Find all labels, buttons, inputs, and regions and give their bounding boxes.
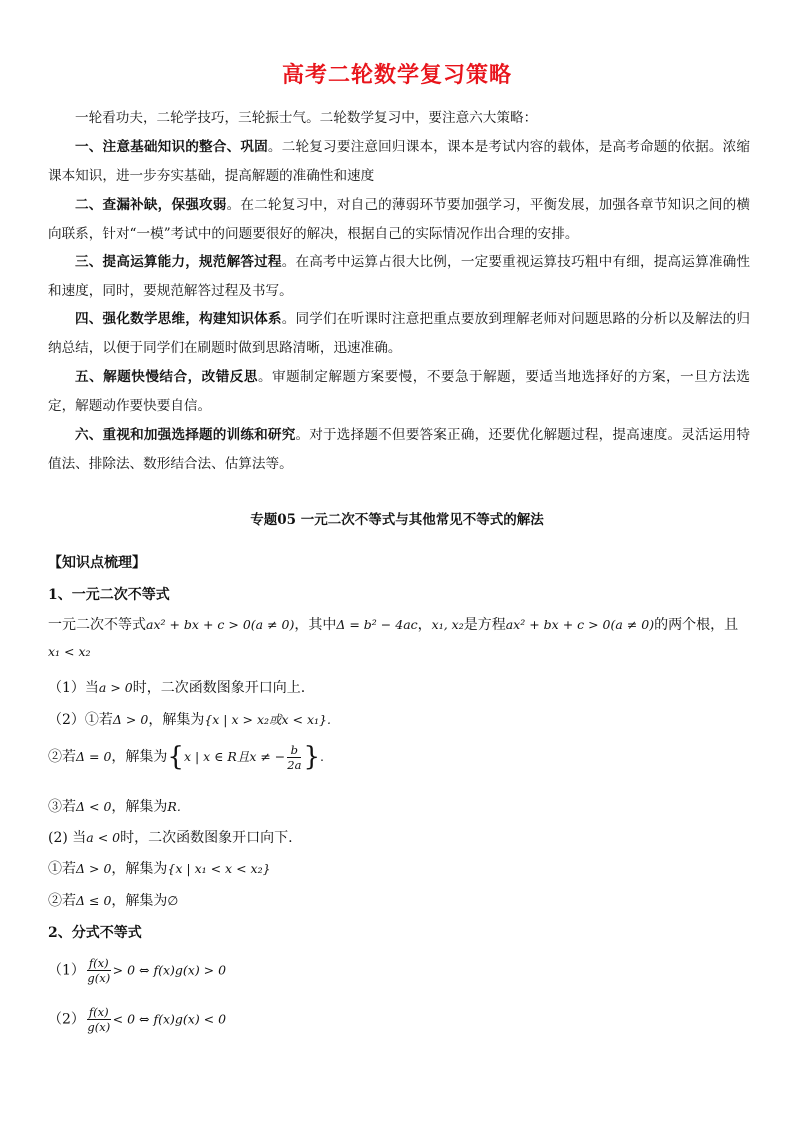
case-a-negative <box>48 827 293 847</box>
strategy-5-heading: 五、解题快慢结合，改错反思 <box>75 369 258 385</box>
strategy-2 <box>48 191 750 249</box>
text-span: ，解集为 <box>111 749 168 765</box>
heading-fractional: 2、分式不等式 <box>48 925 142 941</box>
text-span: ，其中 <box>294 617 337 633</box>
math-empty-set: ∅ <box>167 893 179 908</box>
strategy-3 <box>48 248 750 306</box>
text-span: （2） <box>48 1011 85 1028</box>
case-inner-solution <box>48 858 271 878</box>
fraction-numerator: b <box>287 743 301 758</box>
strategy-5-text: 。审题制定解题方案要慢，不要急于解题，要适当地选择好的方案，一旦方法选定，解题动作要快要自信。 <box>48 369 751 414</box>
text-span: ，解集为 <box>111 893 168 909</box>
text-span: 时，二次函数图象开口向下. <box>120 830 293 846</box>
math-fraction-b-2a <box>287 743 301 772</box>
text-span: 是方程 <box>463 617 506 633</box>
strategy-3-text: 。在高考中运算占很大比例，一定要重视运算技巧粗中有细，提高运算准确性和速度，同时，要规范解答过程及书写。 <box>48 254 751 299</box>
text-span: （1） <box>48 962 85 979</box>
math-root-order: x₁ < x₂ <box>48 644 91 659</box>
strategy-4 <box>48 305 750 363</box>
case-delta-positive <box>48 709 331 729</box>
text-span: 一元二次不等式 <box>48 617 146 633</box>
strategy-6-heading: 六、重视和加强选择题的训练和研究 <box>75 427 296 443</box>
text-span: （1）当 <box>48 680 99 696</box>
math-roots: x₁, x₂ <box>431 617 464 632</box>
math-real-set: R. <box>167 799 181 814</box>
case-empty-solution <box>48 890 178 910</box>
heading-quadratic: 1、一元二次不等式 <box>48 587 170 603</box>
math-delta-zero: Δ = 0 <box>76 749 112 764</box>
definition-line <box>48 614 738 634</box>
math-equivalence-1: > 0 ⇔ f(x)g(x) > 0 <box>112 962 227 978</box>
text-span: (2) 当 <box>48 830 87 846</box>
math-equation: ax² + bx + c > 0(a ≠ 0) <box>505 617 655 632</box>
math-fraction-f-g <box>87 1005 111 1034</box>
page-title: 高考二轮数学复习策略 <box>281 63 512 88</box>
fraction-numerator: f(x) <box>88 1005 109 1019</box>
fraction-numerator: f(x) <box>88 956 109 970</box>
math-inequality: ax² + bx + c > 0(a ≠ 0) <box>146 617 295 632</box>
text-span: ②若 <box>48 893 76 909</box>
case-delta-zero: ②若Δ = 0，解集为{x | x ∈ R且x ≠ − $\frac{b}{2a}$ }. <box>48 742 324 772</box>
text-span: ，解集为 <box>111 861 168 877</box>
intro-paragraph: 一轮看功夫，二轮学技巧，三轮振士气。二轮数学复习中，要注意六大策略： <box>75 110 538 126</box>
math-solution-zero: x | x ∈ R且x ≠ − <box>183 749 286 764</box>
math-a-negative: a < 0 <box>86 830 121 845</box>
math-solution-inner: {x | x₁ < x < x₂} <box>167 861 271 876</box>
case-a-positive <box>48 677 305 697</box>
strategy-5 <box>48 363 750 421</box>
strategy-2-heading: 二、查漏补缺，保强攻弱 <box>75 197 227 213</box>
root-order-line <box>48 644 91 660</box>
math-delta-positive: Δ > 0 <box>112 712 149 727</box>
brace-open: { <box>167 742 184 772</box>
strategy-6 <box>48 421 750 479</box>
math-a-positive: a > 0 <box>98 680 133 695</box>
fraction-denominator: 2a <box>287 757 302 772</box>
fraction-denominator: g(x) <box>87 1020 111 1034</box>
strategy-6-text: 。对于选择题不但要答案正确，还要优化解题过程，提高速度。灵活运用特值法、排除法、数形结合法、估算法等。 <box>48 427 750 472</box>
case-delta-negative <box>48 796 181 816</box>
math-delta-positive-2: Δ > 0 <box>76 861 112 876</box>
fractional-rule-2 <box>48 1005 226 1034</box>
math-equivalence-2: < 0 ⇔ f(x)g(x) < 0 <box>112 1011 227 1027</box>
text-span: ，解集为 <box>111 799 168 815</box>
math-fraction-f-g <box>87 956 111 985</box>
text-span: ， <box>417 617 432 633</box>
strategy-2-text: 。在二轮复习中，对自己的薄弱环节要加强学习，平衡发展，加强各章节知识之间的横向联系，针对“一模”考试中的问题要很好的解决，根据自己的实际情况作出合理的安排。 <box>48 197 751 242</box>
fractional-rule-1 <box>48 956 226 985</box>
topic-title: 专题05 一元二次不等式与其他常见不等式的解法 <box>250 512 544 528</box>
strategy-1-text: 。二轮复习要注意回归课本，课本是考试内容的载体，是高考命题的依据。浓缩课本知识，进一步夯实基础，提高解题的准确性和速度 <box>48 139 751 184</box>
math-discriminant: Δ = b² − 4ac <box>336 617 418 632</box>
section-label: 【知识点梳理】 <box>48 555 146 571</box>
text-span: （2）①若 <box>48 712 113 728</box>
strategy-4-heading: 四、强化数学思维，构建知识体系 <box>75 311 282 327</box>
text-span: ①若 <box>48 861 76 877</box>
strategy-4-text: 。同学们在听课时注意把重点要放到理解老师对问题思路的分析以及解法的归纳总结，以便于同学们在刷题时做到思路清晰，迅速准确。 <box>48 311 751 356</box>
text-span: 的两个根，且 <box>654 617 739 633</box>
brace-close: } <box>303 742 320 772</box>
math-solution-outer: {x | x > x₂或x < x₁}. <box>204 712 331 727</box>
text-span: ②若 <box>48 749 76 765</box>
strategy-1-heading: 一、注意基础知识的整合、巩固 <box>75 139 268 155</box>
text-span: 时，二次函数图象开口向上. <box>132 680 306 696</box>
fraction-denominator: g(x) <box>87 971 111 985</box>
math-delta-negative: Δ < 0 <box>76 799 112 814</box>
strategy-1 <box>48 133 750 191</box>
math-delta-nonpositive: Δ ≤ 0 <box>76 893 112 908</box>
text-span: ，解集为 <box>148 712 205 728</box>
strategy-3-heading: 三、提高运算能力，规范解答过程 <box>75 254 282 270</box>
text-span: ③若 <box>48 799 76 815</box>
